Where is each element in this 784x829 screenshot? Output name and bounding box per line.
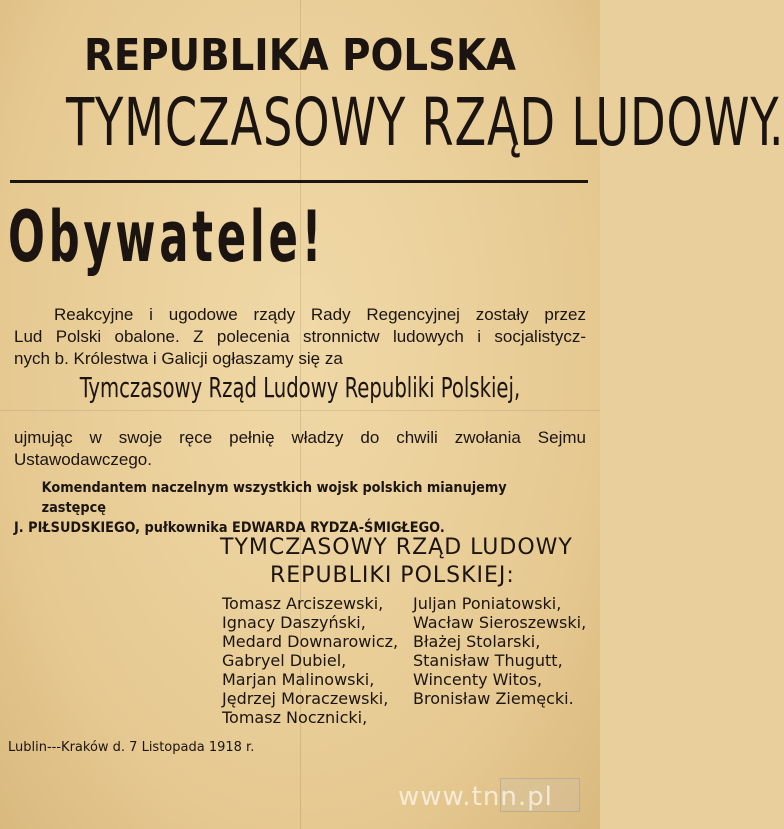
poster-title: REPUBLIKA POLSKA (84, 30, 516, 81)
paragraph-1-line: nych b. Królestwa i Galicji ogłaszamy się za (14, 349, 343, 368)
signatory-name: Medard Downarowicz, (222, 632, 399, 651)
greeting: Obywatele! (8, 196, 326, 278)
declaration: Tymczasowy Rząd Ludowy Republiki Polskiej, (79, 371, 521, 404)
signature-subheading: REPUBLIKI POLSKIEJ: (270, 563, 515, 588)
signatories-right (413, 594, 586, 708)
paragraph-2-line: ujmując w swoje ręce pełnię władzy do chwili zwołania Sejmu (14, 428, 586, 447)
signatory-name: Stanisław Thugutt, (413, 651, 563, 670)
paragraph-1-line: Lud Polski obalone. Z polecenia stronnictw ludowych i socjalistycz- (14, 327, 586, 346)
signatory-name: Jędrzej Moraczewski, (222, 689, 389, 708)
command-paragraph (14, 478, 586, 538)
signatories-left (222, 594, 398, 727)
paragraph-2 (14, 427, 586, 471)
signatory-name: Marjan Malinowski, (222, 670, 375, 689)
signatory-name: Juljan Poniatowski, (413, 594, 562, 613)
paragraph-1-line: Reakcyjne i ugodowe rządy Rady Regencyjnej zostały przez (54, 305, 586, 324)
signatory-name: Wincenty Witos, (413, 670, 543, 689)
title-divider (10, 180, 588, 183)
signatory-name: Tomasz Nocznicki, (222, 708, 368, 727)
command-line: Komendantem naczelnym wszystkich wojsk polskich mianujemy zastępcę (41, 480, 507, 516)
paragraph-1 (14, 304, 586, 370)
fold-line-horizontal (0, 410, 600, 411)
signatory-name: Błażej Stolarski, (413, 632, 541, 651)
signature-heading: TYMCZASOWY RZĄD LUDOWY (220, 535, 573, 560)
poster-subtitle: TYMCZASOWY RZĄD LUDOWY. (66, 84, 784, 161)
signatory-name: Tomasz Arciszewski, (222, 594, 384, 613)
command-line: J. PIŁSUDSKIEGO, pułkownika EDWARDA RYDZA-ŚMIGŁEGO. (14, 520, 445, 536)
signatory-name: Wacław Sieroszewski, (413, 613, 587, 632)
signatory-name: Ignacy Daszyński, (222, 613, 366, 632)
signatory-name: Gabryel Dubiel, (222, 651, 347, 670)
signatory-name: Bronisław Ziemęcki. (413, 689, 574, 708)
dateline: Lublin---Kraków d. 7 Listopada 1918 r. (8, 740, 255, 755)
paragraph-2-line: Ustawodawczego. (14, 450, 152, 469)
watermark: www.tnn.pl (398, 782, 553, 812)
